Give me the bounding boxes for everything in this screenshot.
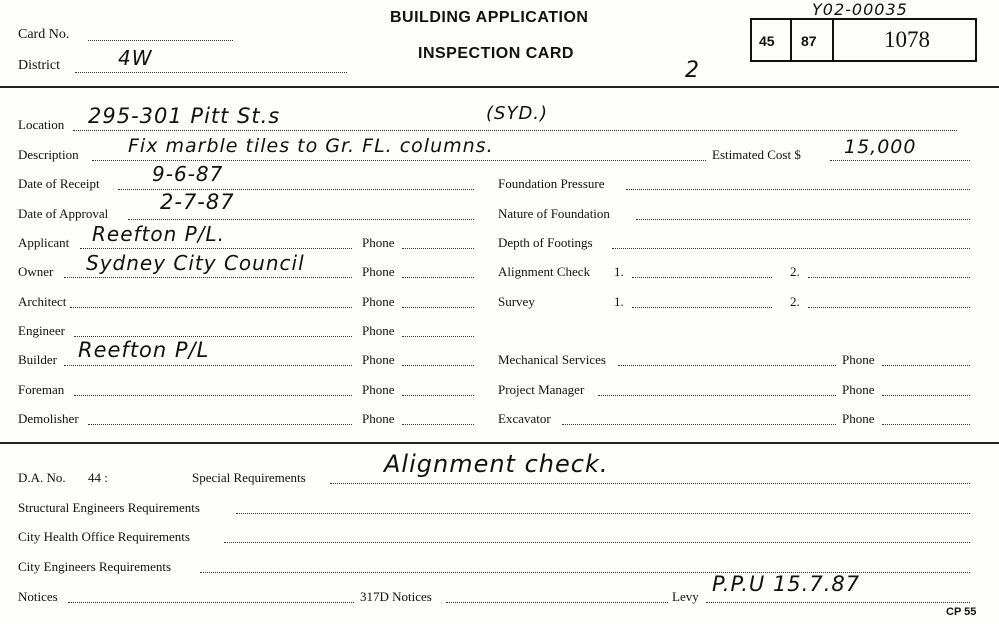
mechanical-services-label: Mechanical Services (498, 352, 606, 367)
notices-317d-line (446, 602, 668, 603)
demolisher-label: Demolisher (18, 411, 79, 426)
alignment-check-num-2: 2. (790, 264, 800, 279)
estimated-cost-value: 15,000 (844, 136, 917, 158)
depth-footings-label: Depth of Footings (498, 235, 593, 250)
project-manager-phone-line (882, 395, 970, 396)
card-no-line (88, 40, 233, 41)
foreman-label: Foreman (18, 382, 65, 397)
levy-label: Levy (672, 589, 699, 604)
notices-317d-label: 317D Notices (360, 589, 432, 604)
alignment-check-num-1: 1. (614, 264, 624, 279)
title-line-1: BUILDING APPLICATION (390, 9, 589, 26)
builder-phone-label: Phone (362, 352, 395, 367)
foundation-pressure-line (626, 189, 970, 190)
box-value-c: 1078 (884, 27, 930, 52)
mechanical-services-line (618, 365, 836, 366)
da-no-label: D.A. No. (18, 470, 66, 485)
date-approval-value: 2-7-87 (160, 190, 235, 214)
notices-label: Notices (18, 589, 58, 604)
date-approval-line (128, 219, 474, 220)
description-line (92, 160, 706, 161)
estimated-cost-line (830, 160, 970, 161)
applicant-phone-label: Phone (362, 235, 395, 250)
health-office-line (224, 542, 970, 543)
form-code: CP 55 (946, 606, 977, 618)
engineer-phone-line (402, 336, 474, 337)
project-manager-label: Project Manager (498, 382, 585, 397)
survey-line-1 (632, 307, 772, 308)
alignment-check-line-1 (632, 277, 772, 278)
applicant-line (80, 248, 352, 249)
reference-number: Y02-00035 (812, 0, 908, 19)
card-no-label: Card No. (18, 27, 70, 42)
owner-value: Sydney City Council (86, 251, 305, 275)
owner-label: Owner (18, 264, 54, 279)
description-label: Description (18, 147, 79, 162)
special-requirements-value: Alignment check. (384, 450, 609, 478)
foreman-line (74, 395, 352, 396)
builder-line (64, 365, 352, 366)
mechanical-phone-line (882, 365, 970, 366)
nature-foundation-line (636, 219, 970, 220)
mechanical-phone-label: Phone (842, 352, 875, 367)
owner-phone-label: Phone (362, 264, 395, 279)
project-manager-line (598, 395, 836, 396)
special-requirements-line (330, 483, 970, 484)
architect-label: Architect (18, 294, 67, 309)
da-no-value: 44 : (88, 470, 108, 485)
engineer-label: Engineer (18, 323, 65, 338)
district-label: District (18, 58, 60, 73)
applicant-phone-line (402, 248, 474, 249)
header-rule (0, 86, 999, 88)
architect-line (70, 307, 352, 308)
margin-mark: 2 (685, 58, 700, 83)
owner-phone-line (402, 277, 474, 278)
levy-value: P.P.U 15.7.87 (712, 572, 861, 596)
foreman-phone-label: Phone (362, 382, 395, 397)
alignment-check-line-2 (808, 277, 970, 278)
engineer-phone-label: Phone (362, 323, 395, 338)
foreman-phone-line (402, 395, 474, 396)
foundation-pressure-label: Foundation Pressure (498, 176, 605, 191)
builder-label: Builder (18, 352, 57, 367)
depth-footings-line (612, 248, 970, 249)
demolisher-line (88, 424, 352, 425)
demolisher-phone-label: Phone (362, 411, 395, 426)
applicant-value: Reefton P/L. (92, 222, 225, 246)
excavator-phone-label: Phone (842, 411, 875, 426)
engineer-line (74, 336, 352, 337)
project-manager-phone-label: Phone (842, 382, 875, 397)
date-approval-label: Date of Approval (18, 206, 109, 221)
location-label: Location (18, 117, 65, 132)
description-value: Fix marble tiles to Gr. FL. columns. (128, 135, 494, 157)
builder-value: Reefton P/L (78, 338, 210, 362)
structural-engineers-label: Structural Engineers Requirements (18, 500, 200, 515)
middle-rule (0, 442, 999, 444)
excavator-line (562, 424, 836, 425)
levy-line (706, 602, 970, 603)
nature-foundation-label: Nature of Foundation (498, 206, 610, 221)
survey-label: Survey (498, 294, 535, 309)
location-note: (SYD.) (486, 103, 549, 124)
architect-phone-line (402, 307, 474, 308)
special-requirements-label: Special Requirements (192, 470, 306, 485)
box-value-b: 87 (801, 33, 817, 49)
excavator-phone-line (882, 424, 970, 425)
estimated-cost-label: Estimated Cost $ (712, 147, 801, 162)
survey-num-1: 1. (614, 294, 624, 309)
location-value: 295-301 Pitt St.s (88, 104, 281, 128)
demolisher-phone-line (402, 424, 474, 425)
applicant-label: Applicant (18, 235, 70, 250)
date-receipt-label: Date of Receipt (18, 176, 100, 191)
title-line-2: INSPECTION CARD (418, 45, 574, 62)
alignment-check-label: Alignment Check (498, 264, 591, 279)
structural-engineers-line (236, 513, 970, 514)
notices-line (68, 602, 354, 603)
location-line (73, 130, 957, 131)
box-value-a: 45 (759, 33, 775, 49)
builder-phone-line (402, 365, 474, 366)
survey-line-2 (808, 307, 970, 308)
date-receipt-value: 9-6-87 (152, 162, 224, 186)
excavator-label: Excavator (498, 411, 551, 426)
district-line (75, 72, 347, 73)
health-office-label: City Health Office Requirements (18, 529, 190, 544)
owner-line (64, 277, 352, 278)
survey-num-2: 2. (790, 294, 800, 309)
city-engineers-label: City Engineers Requirements (18, 559, 172, 574)
architect-phone-label: Phone (362, 294, 395, 309)
district-value: 4W (118, 46, 153, 70)
